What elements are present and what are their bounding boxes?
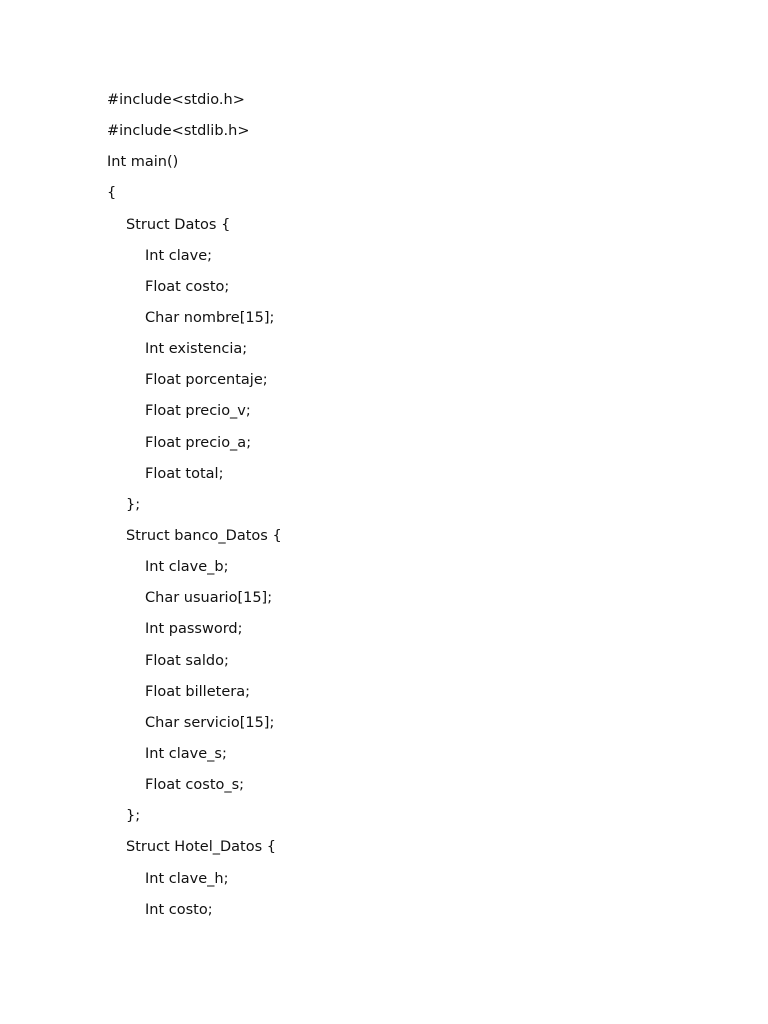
code-line: Int main() — [107, 154, 179, 171]
code-line: Float precio_v; — [145, 403, 251, 420]
code-line: Float porcentaje; — [145, 372, 268, 389]
code-line: Int costo; — [145, 901, 213, 918]
code-line: Float precio_a; — [145, 434, 252, 451]
code-line: Float costo; — [145, 278, 230, 295]
code-line: Int password; — [145, 621, 243, 638]
code-line: Struct banco_Datos { — [126, 527, 282, 544]
code-line: Float total; — [145, 465, 224, 482]
code-line: Float billetera; — [145, 683, 250, 700]
code-line: #include<stdio.h> — [107, 92, 245, 108]
code-line: Char servicio[15]; — [145, 714, 275, 731]
code-line: Int clave_h; — [145, 870, 229, 887]
code-line: Char usuario[15]; — [145, 590, 273, 607]
code-line: Int clave_s; — [145, 745, 227, 762]
code-listing — [107, 90, 282, 931]
code-line: Float saldo; — [145, 652, 229, 669]
code-line: }; — [126, 496, 141, 513]
code-line: Float costo_s; — [145, 777, 245, 794]
code-line: Char nombre[15]; — [145, 309, 275, 326]
code-line: Struct Hotel_Datos { — [126, 839, 276, 856]
code-line: Struct Datos { — [126, 216, 231, 233]
code-line: Int clave_b; — [145, 559, 229, 576]
code-line: Int clave; — [145, 247, 213, 264]
code-line: }; — [126, 808, 141, 825]
code-line: { — [107, 185, 117, 202]
code-line: Int existencia; — [145, 341, 248, 358]
code-line: #include<stdlib.h> — [107, 123, 250, 140]
